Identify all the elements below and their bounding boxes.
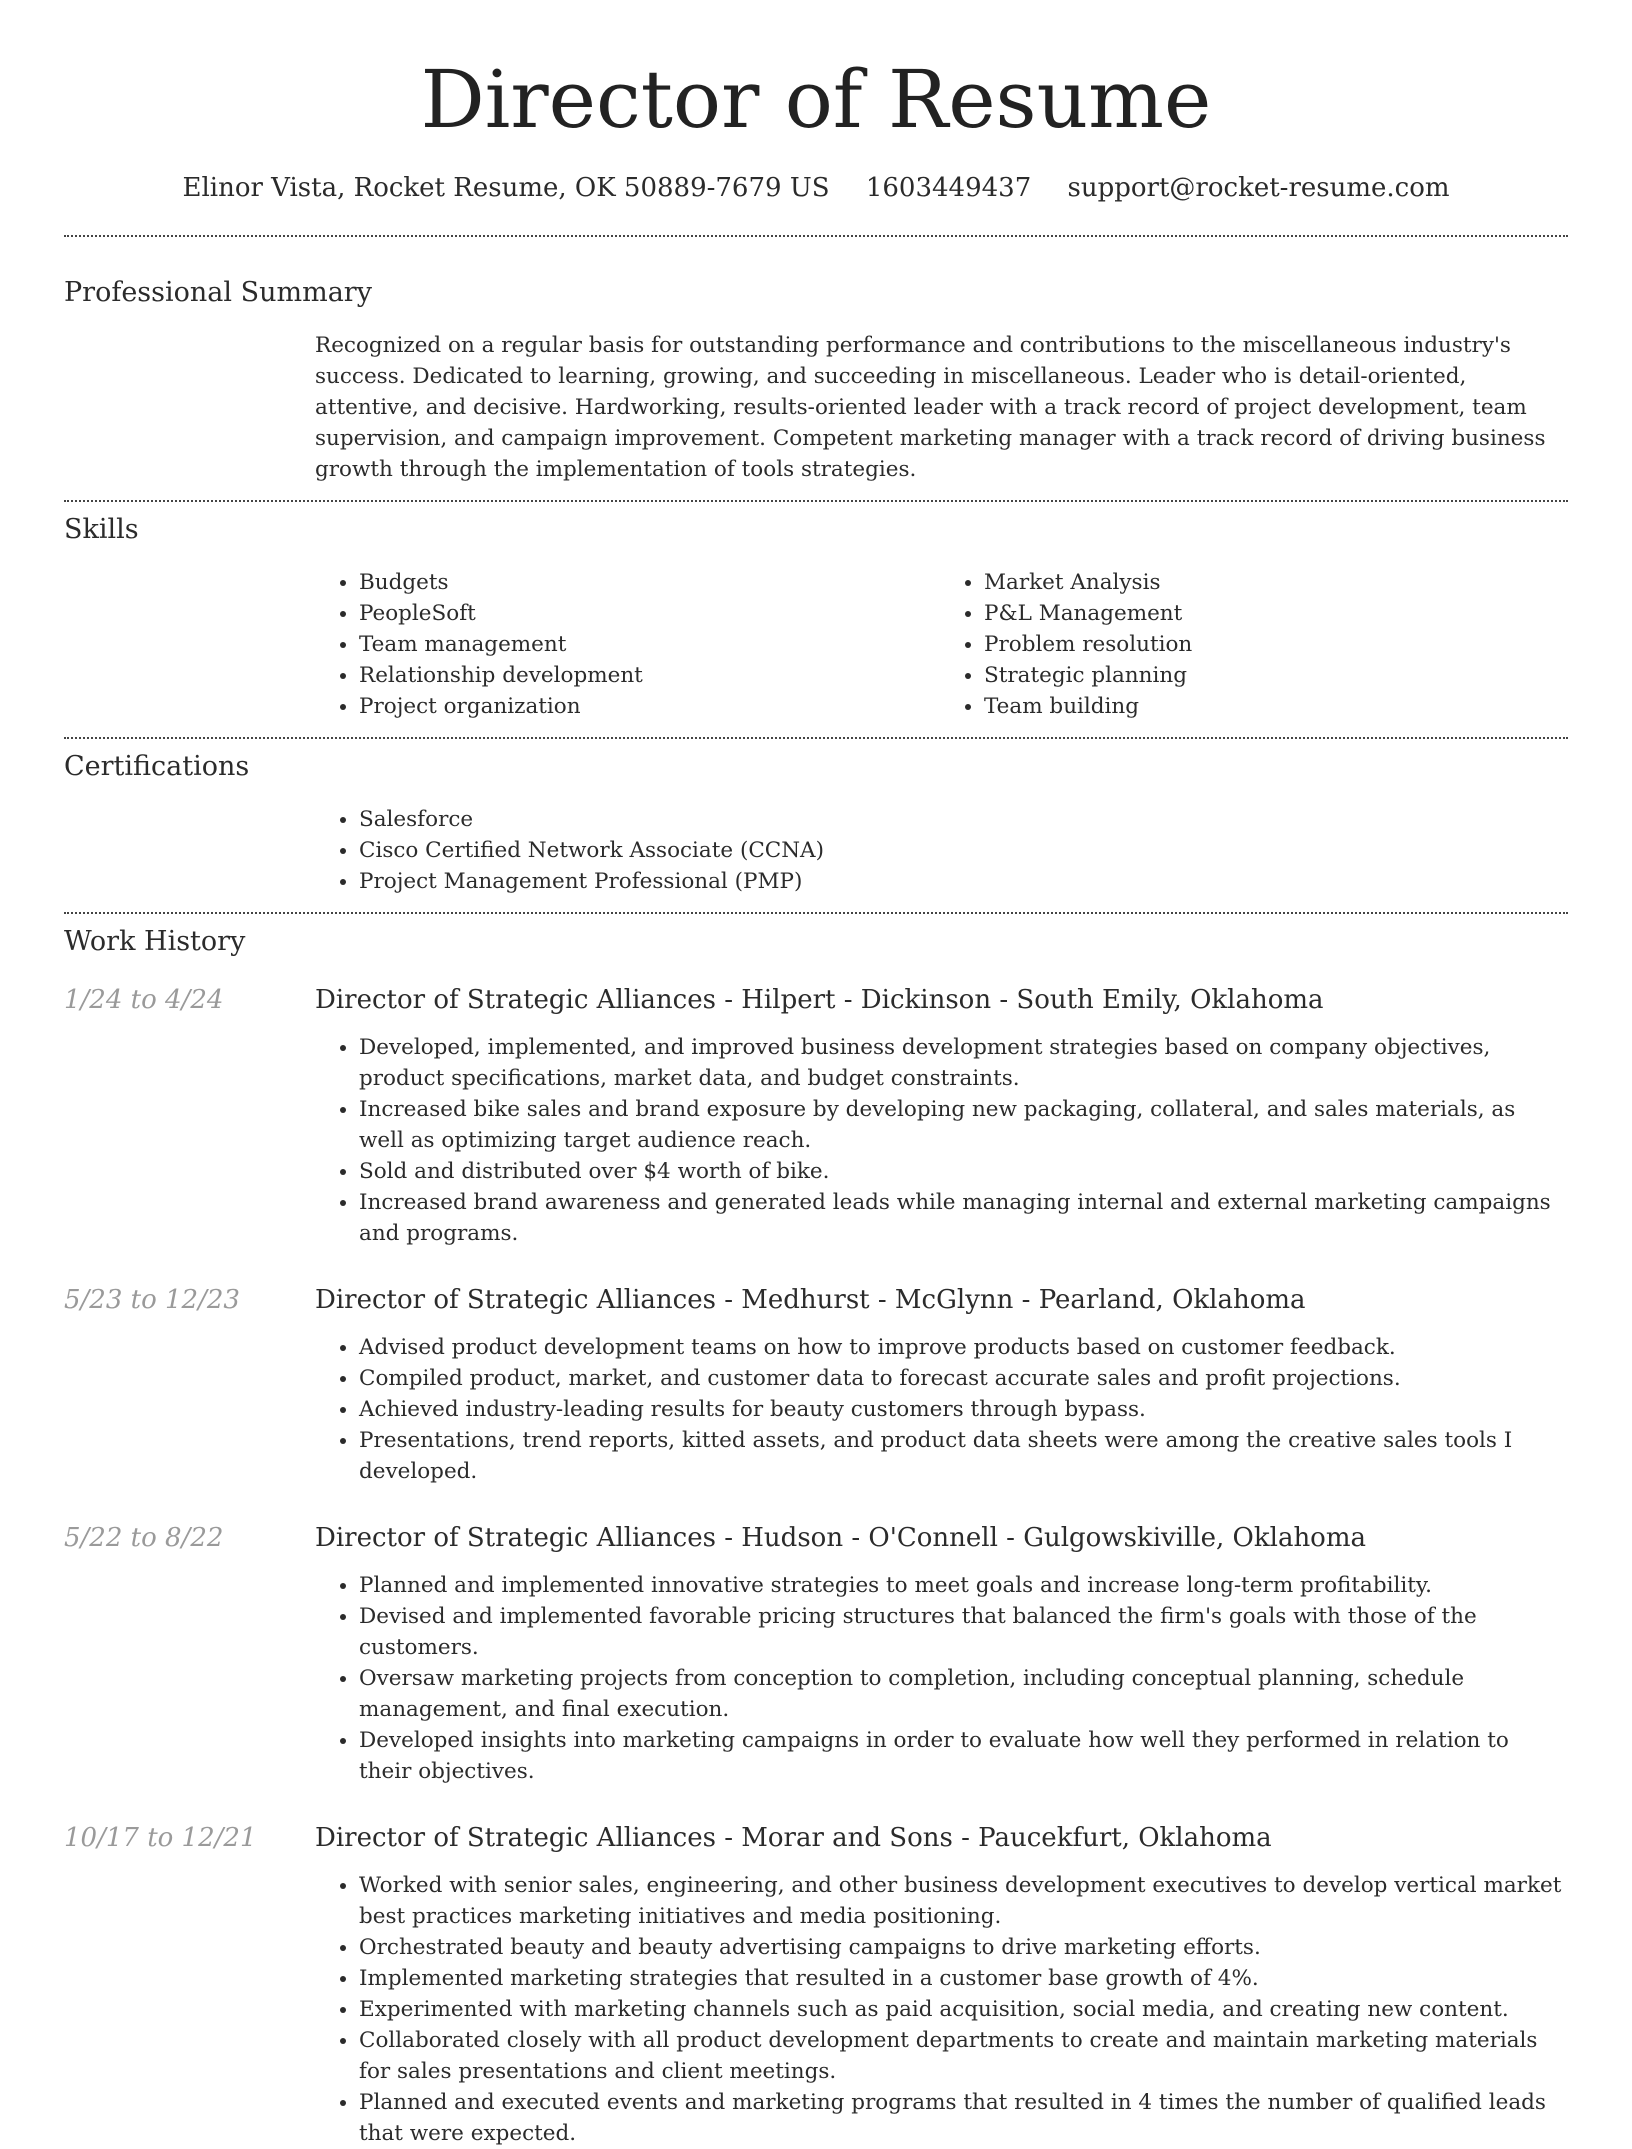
job-bullets — [315, 1032, 1565, 1249]
certifications-items — [315, 804, 1565, 897]
job-bullet: • Advised product development teams on how to improve products based on customer feedback. — [359, 1332, 1565, 1363]
job-title: Director of Strategic Alliances - Morar and Sons - Paucekfurt, Oklahoma — [315, 1823, 1272, 1853]
job-bullet: • Developed, implemented, and improved business development strategies based on company objectives, product specifications, market data, and budget constraints. — [359, 1032, 1565, 1094]
summary-text: Recognized on a regular basis for outstanding performance and contributions to the miscellaneous industry's success. Dedicated to learning, growing, and succeeding in miscellaneous. Leader who is detail-oriented, attentive, and decisive. Hardworking, results-oriented leader with a track record of project development, team supervision, and campaign improvement. Competent marketing manager with a track record of driving business growth through the implementation of tools strategies. — [315, 333, 1546, 482]
divider — [64, 500, 1568, 502]
skill-item: • Team management — [359, 629, 940, 660]
skills-heading: Skills — [64, 514, 139, 545]
skill-item: • Market Analysis — [984, 567, 1565, 598]
divider — [64, 912, 1568, 914]
job-bullet: • Planned and executed events and marketing programs that resulted in 4 times the number of qualified leads that were expected. — [359, 2087, 1565, 2149]
job-bullets — [315, 1570, 1565, 1787]
skill-item: • PeopleSoft — [359, 598, 940, 629]
job-bullet: • Presentations, trend reports, kitted assets, and product data sheets were among the creative sales tools I developed. — [359, 1425, 1565, 1487]
job-entry — [0, 1282, 1632, 1487]
certification-item: • Cisco Certified Network Associate (CCNA) — [359, 835, 1565, 866]
job-dates: 1/24 to 4/24 — [64, 985, 224, 1015]
skills-list — [315, 567, 1565, 722]
skill-item: • Relationship development — [359, 660, 940, 691]
phone: 1603449437 — [865, 173, 1032, 203]
job-bullet: • Collaborated closely with all product development departments to create and maintain marketing materials for sales presentations and client meetings. — [359, 2025, 1565, 2087]
certifications-list — [315, 804, 1565, 897]
job-entry — [0, 982, 1632, 1249]
job-bullet: • Compiled product, market, and customer data to forecast accurate sales and profit projections. — [359, 1363, 1565, 1394]
job-bullet: • Oversaw marketing projects from conception to completion, including conceptual planning, schedule management, and final execution. — [359, 1663, 1565, 1725]
skill-item: • Budgets — [359, 567, 940, 598]
job-bullet: • Achieved industry-leading results for beauty customers through bypass. — [359, 1394, 1565, 1425]
job-bullet: • Increased bike sales and brand exposure by developing new packaging, collateral, and sales materials, as well as optimizing target audience reach. — [359, 1094, 1565, 1156]
job-bullet: • Implemented marketing strategies that resulted in a customer base growth of 4%. — [359, 1963, 1565, 1994]
job-title: Director of Strategic Alliances - Hudson - O'Connell - Gulgowskiville, Oklahoma — [315, 1523, 1366, 1553]
email: support@rocket-resume.com — [1067, 173, 1450, 203]
job-bullets — [315, 1870, 1565, 2149]
work-history-heading: Work History — [64, 926, 246, 957]
job-bullet: • Worked with senior sales, engineering, and other business development executives to develop vertical market best practices marketing initiatives and media positioning. — [359, 1870, 1565, 1932]
certification-item: • Project Management Professional (PMP) — [359, 866, 1565, 897]
certification-item: • Salesforce — [359, 804, 1565, 835]
address: Elinor Vista, Rocket Resume, OK 50889-7679 US — [182, 173, 830, 203]
certifications-heading: Certifications — [64, 751, 250, 782]
skills-column-right — [940, 567, 1565, 722]
skills-column-left — [315, 567, 940, 722]
job-bullet: • Experimented with marketing channels such as paid acquisition, social media, and creating new content. — [359, 1994, 1565, 2025]
job-title: Director of Strategic Alliances - Medhurst - McGlynn - Pearland, Oklahoma — [315, 1285, 1306, 1315]
job-dates: 5/23 to 12/23 — [64, 1285, 240, 1315]
summary-heading: Professional Summary — [64, 277, 372, 308]
contact-line — [0, 170, 1632, 206]
job-dates: 5/22 to 8/22 — [64, 1523, 224, 1553]
job-entry — [0, 1820, 1632, 2149]
divider — [64, 737, 1568, 739]
skill-item: • P&L Management — [984, 598, 1565, 629]
job-bullet: • Planned and implemented innovative strategies to meet goals and increase long-term profitability. — [359, 1570, 1565, 1601]
skill-item: • Team building — [984, 691, 1565, 722]
job-bullet: • Orchestrated beauty and beauty advertising campaigns to drive marketing efforts. — [359, 1932, 1565, 1963]
job-entry — [0, 1520, 1632, 1787]
job-bullets — [315, 1332, 1565, 1487]
skill-item: • Problem resolution — [984, 629, 1565, 660]
divider — [64, 235, 1568, 237]
job-bullet: • Increased brand awareness and generated leads while managing internal and external marketing campaigns and programs. — [359, 1187, 1565, 1249]
job-bullet: • Sold and distributed over $4 worth of bike. — [359, 1156, 1565, 1187]
job-dates: 10/17 to 12/21 — [64, 1823, 257, 1853]
skill-item: • Project organization — [359, 691, 940, 722]
job-bullet: • Developed insights into marketing campaigns in order to evaluate how well they performed in relation to their objectives. — [359, 1725, 1565, 1787]
work-history-list — [0, 982, 1632, 2149]
job-bullet: • Devised and implemented favorable pricing structures that balanced the firm's goals with those of the customers. — [359, 1601, 1565, 1663]
job-title: Director of Strategic Alliances - Hilpert - Dickinson - South Emily, Oklahoma — [315, 985, 1324, 1015]
skill-item: • Strategic planning — [984, 660, 1565, 691]
resume-title: Director of Resume — [420, 53, 1212, 146]
